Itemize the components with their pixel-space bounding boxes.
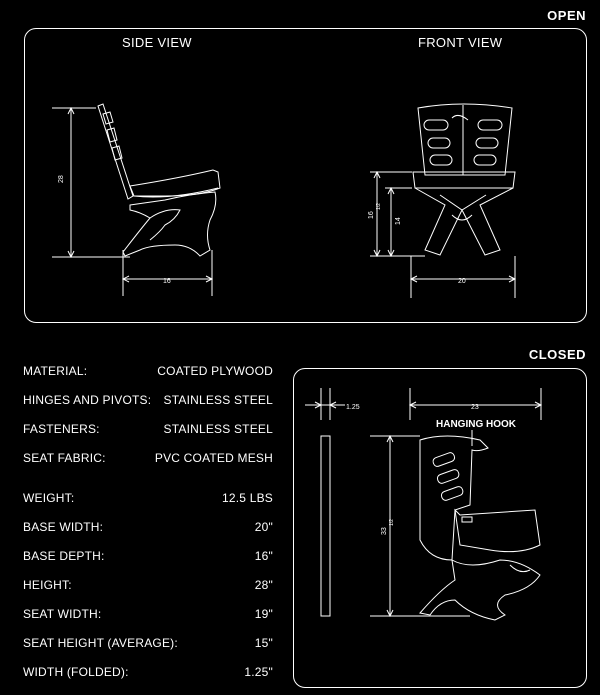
spec-value: 15" [254, 636, 273, 650]
spec-value: 1.25" [244, 665, 273, 679]
side-depth-label: 16 [163, 278, 171, 285]
spec-value: PVC COATED MESH [154, 451, 273, 465]
closed-height-label: 33 [381, 527, 388, 535]
front-seat-height-label: 16 [368, 211, 375, 219]
front-lower-label: 14 [395, 217, 402, 225]
side-view-title: SIDE VIEW [122, 35, 192, 50]
spec-label: FASTENERS: [23, 422, 100, 436]
hanging-hook-label: HANGING HOOK [436, 419, 516, 430]
closed-folded-profile [321, 436, 330, 616]
spec-value: 20" [254, 520, 273, 534]
spec-label: MATERIAL: [23, 364, 88, 378]
spec-value: 12.5 LBS [222, 491, 273, 505]
spec-label: SEAT FABRIC: [23, 451, 106, 465]
spec-value: 28" [254, 578, 273, 592]
closed-seat [455, 510, 540, 552]
spec-value: 16" [254, 549, 273, 563]
spec-value: COATED PLYWOOD [157, 364, 273, 378]
front-width-label: 20 [458, 278, 466, 285]
spec-label: WIDTH (FOLDED): [23, 665, 129, 679]
closed-heading: CLOSED [528, 347, 586, 362]
closed-length-label: 23 [471, 404, 479, 411]
spec-label: HINGES AND PIVOTS: [23, 393, 152, 407]
spec-value: 19" [254, 607, 273, 621]
spec-label: BASE DEPTH: [23, 549, 105, 563]
side-height-label: 28 [58, 175, 65, 183]
spec-label: BASE WIDTH: [23, 520, 104, 534]
spec-label: WEIGHT: [23, 491, 75, 505]
spec-label: SEAT HEIGHT (AVERAGE): [23, 636, 178, 650]
open-heading: OPEN [547, 8, 586, 23]
front-view-title: FRONT VIEW [418, 35, 503, 50]
closed-height-frac: 1/2 [389, 519, 395, 526]
spec-value: STAINLESS STEEL [163, 422, 273, 436]
front-seat-height-frac: 1/2 [376, 203, 382, 210]
closed-base [420, 560, 540, 620]
spec-value: STAINLESS STEEL [163, 393, 273, 407]
spec-label: HEIGHT: [23, 578, 72, 592]
closed-thickness-label: 1.25 [346, 404, 360, 411]
spec-label: SEAT WIDTH: [23, 607, 102, 621]
